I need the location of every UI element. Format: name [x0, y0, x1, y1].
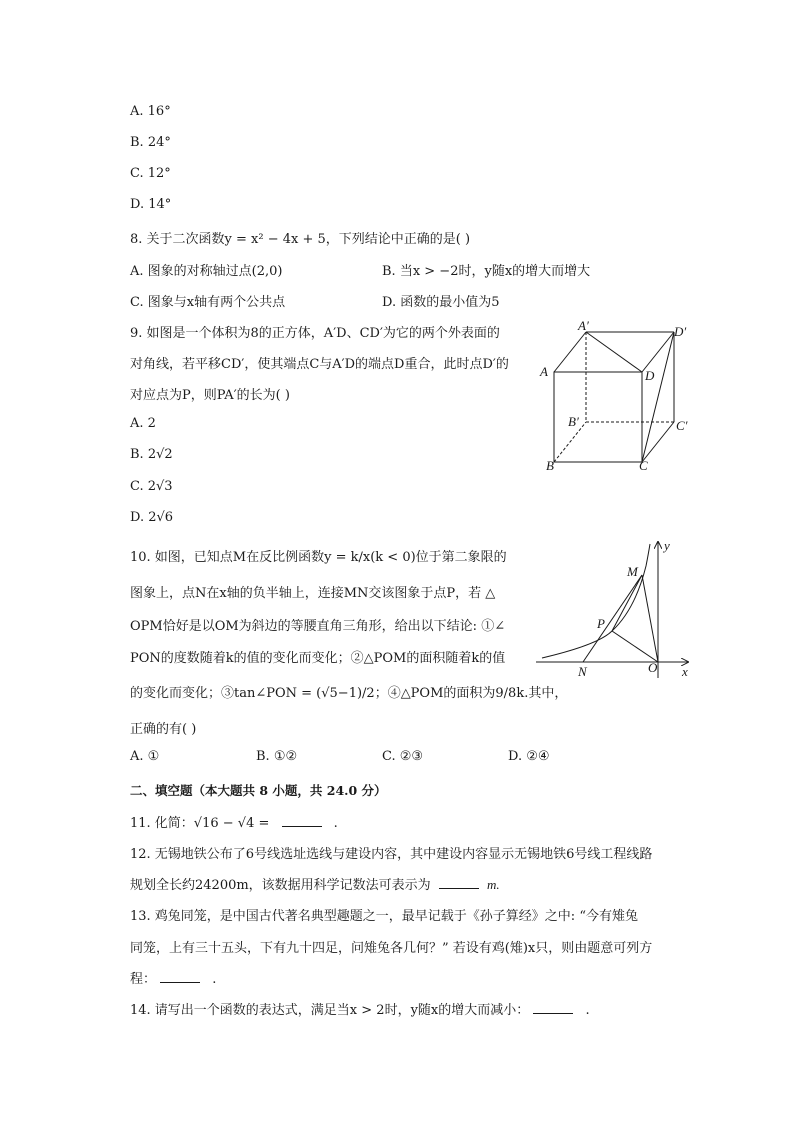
label-c-prime: C′	[676, 418, 688, 433]
q10-stem-line6: 正确的有( )	[130, 722, 197, 737]
q10-option-b: B. ①②	[256, 749, 298, 764]
cube-figure	[538, 318, 698, 473]
q13	[130, 968, 216, 987]
label-o: O	[648, 660, 658, 675]
q10-stem-line4: PON的度数随着k的值的变化而变化；②△POM的面积随着k的值	[130, 651, 506, 666]
q10-stem-line5: 的变化而变化；③tan∠PON = (√5−1)/2；④△POM的面积为9/8k.其中，	[130, 686, 568, 701]
q11-answer-blank[interactable]	[282, 814, 322, 827]
q10-stem-line2: 图象上，点N在x轴的负半轴上，连接MN交该图象于点P，若 △	[130, 586, 496, 601]
q9-stem-line3: 对应点为P，则PA′的长为( )	[130, 388, 290, 403]
q11	[130, 812, 338, 831]
label-d-prime: D′	[674, 324, 687, 339]
segment-mo	[642, 575, 658, 662]
q10-option-c: C. ②③	[382, 749, 424, 764]
q14-line1: 14. 请写出一个函数的表达式，满足当x > 2时，y随x的增大而减小：	[130, 1003, 530, 1018]
q7-option-c: C. 12°	[130, 166, 171, 181]
hyperbola-figure	[536, 538, 696, 680]
diagonal-a1d	[586, 332, 642, 372]
q13-line2: 同笼，上有三十五头，下有九十四足，问雉兔各几何？” 若设有鸡(雉)x只，则由题意可列方	[130, 941, 653, 956]
cube-edge-aa1	[554, 332, 586, 372]
q9-option-c: C. 2√3	[130, 479, 173, 494]
label-a-prime: A′	[578, 318, 589, 333]
q10-option-a: A. ①	[130, 749, 160, 764]
q8-option-b: B. 当x > −2时，y随x的增大而增大	[382, 264, 591, 279]
q8-option-c: C. 图象与x轴有两个公共点	[130, 295, 286, 310]
label-p: P	[597, 616, 605, 631]
q13-period: .	[212, 972, 217, 987]
segment-pm	[612, 575, 642, 631]
q10-stem-line3: OPM恰好是以OM为斜边的等腰直角三角形，给出以下结论: ①∠	[130, 619, 506, 634]
q14	[130, 999, 590, 1018]
q9-option-d: D. 2√6	[130, 510, 174, 525]
q7-option-b: B. 24°	[130, 135, 171, 150]
q13-line1: 13. 鸡兔同笼，是中国古代著名典型趣题之一，最早记载于《孙子算经》之中: “今有雉兔	[130, 909, 638, 924]
label-b: B	[546, 458, 554, 473]
q9-stem-line1: 9. 如图是一个体积为8的正方体，A′D、CD′为它的两个外表面的	[130, 326, 500, 341]
q10-stem-line1: 10. 如图，已知点M在反比例函数y = k/x(k < 0)位于第二象限的	[130, 550, 507, 565]
q8-option-a: A. 图象的对称轴过点(2,0)	[130, 264, 283, 279]
q11-text: 11. 化简：√16 − √4 =	[130, 816, 270, 831]
q9-option-b: B. 2√2	[130, 447, 173, 462]
label-a: A	[540, 364, 548, 379]
label-m: M	[627, 564, 638, 579]
q13-answer-blank[interactable]	[160, 970, 200, 983]
q14-answer-blank[interactable]	[533, 1001, 573, 1014]
segment-po	[612, 631, 658, 662]
label-n: N	[578, 664, 587, 679]
q9-stem-line2: 对角线，若平移CD′，使其端点C与A′D的端点D重合，此时点D′的	[130, 357, 509, 372]
q11-period: .	[333, 816, 338, 831]
q7-option-d: D. 14°	[130, 197, 172, 212]
label-c: C	[639, 458, 648, 473]
q14-period: .	[585, 1003, 590, 1018]
segment-mn	[583, 575, 642, 662]
label-x: x	[682, 664, 688, 679]
q8-option-d: D. 函数的最小值为5	[382, 295, 500, 310]
q12-line2: 规划全长约24200m，该数据用科学记数法可表示为	[130, 878, 431, 893]
q8-stem: 8. 关于二次函数y = x² − 4x + 5，下列结论中正确的是( )	[130, 232, 471, 247]
label-y: y	[664, 538, 670, 553]
q7-option-a: A. 16°	[130, 104, 171, 119]
q9-option-a: A. 2	[130, 416, 156, 431]
label-d: D	[645, 368, 655, 383]
q12-line1: 12. 无锡地铁公布了6号线选址选线与建设内容，其中建设内容显示无锡地铁6号线工程线路	[130, 847, 653, 862]
label-b-prime: B′	[568, 414, 579, 429]
q12	[130, 874, 500, 893]
q13-line3: 程：	[130, 972, 157, 987]
q12-answer-blank[interactable]	[439, 876, 479, 889]
q12-unit: m.	[486, 877, 500, 892]
q10-option-d: D. ②④	[508, 749, 550, 764]
hyperbola-curve	[542, 544, 650, 658]
section-heading: 二、填空题（本大题共 8 小题，共 24.0 分）	[130, 783, 387, 798]
